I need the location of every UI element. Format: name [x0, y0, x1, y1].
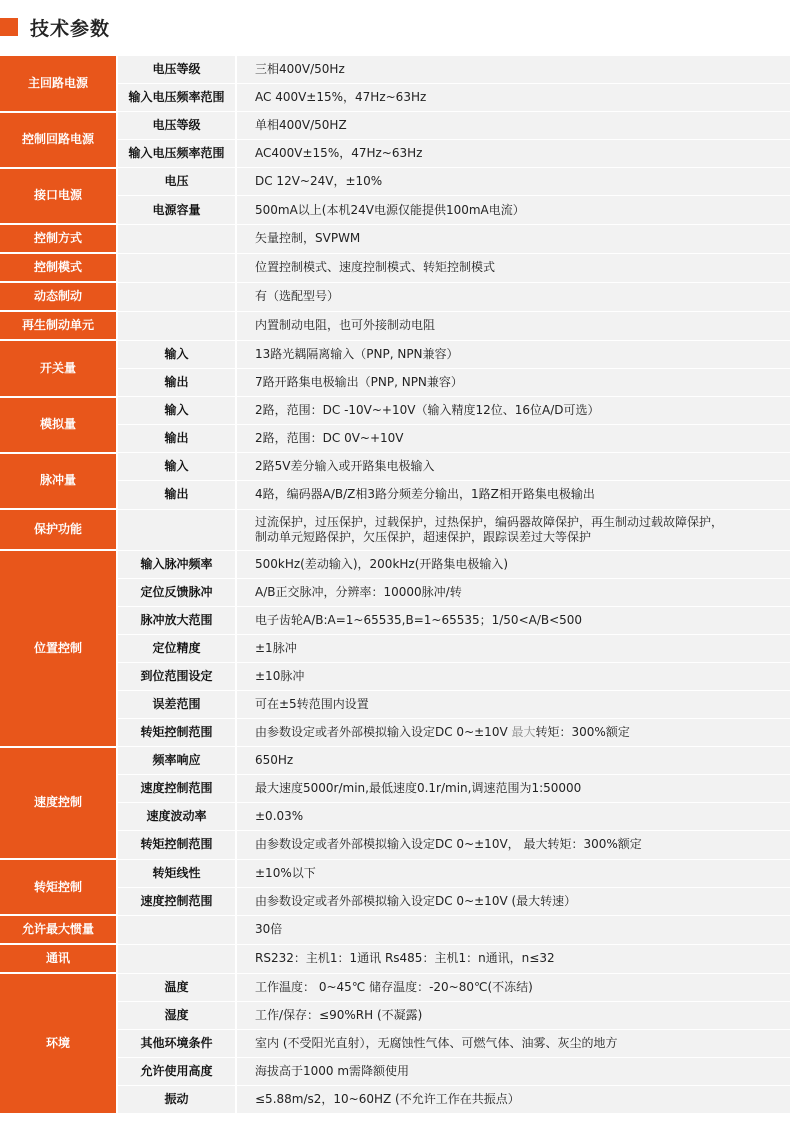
table-row — [0, 425, 790, 453]
table-row — [0, 887, 790, 915]
table-row — [0, 1002, 790, 1030]
table-row — [0, 509, 790, 550]
value-text: AC400V±15%，47Hz~63Hz — [255, 146, 423, 161]
category-cell: 允许最大惯量 — [0, 915, 117, 944]
parameter-cell — [117, 311, 236, 340]
value-text: 4路，编码器A/B/Z相3路分频差分输出，1路Z相开路集电极输出 — [255, 487, 595, 502]
category-cell: 模拟量 — [0, 397, 117, 453]
value-cell — [236, 944, 790, 973]
value-text: 有（选配型号） — [255, 289, 340, 304]
parameter-cell: 转矩控制范围 — [117, 719, 236, 747]
table-row — [0, 224, 790, 253]
table-row — [0, 915, 790, 944]
parameter-cell: 输入脉冲频率 — [117, 550, 236, 578]
category-cell: 通讯 — [0, 944, 117, 973]
value-cell — [236, 578, 790, 606]
section-header — [0, 12, 110, 42]
table-row — [0, 775, 790, 803]
value-cell — [236, 915, 790, 944]
value-cell — [236, 831, 790, 859]
parameter-cell — [117, 282, 236, 311]
parameter-cell: 转矩控制范围 — [117, 831, 236, 859]
orange-square-icon — [0, 18, 18, 36]
value-cell — [236, 973, 790, 1001]
parameter-cell: 速度控制范围 — [117, 775, 236, 803]
value-cell — [236, 887, 790, 915]
value-text: 由参数设定或者外部模拟输入设定DC 0~±10V， 最大转矩：300%额定 — [255, 837, 642, 852]
parameter-cell: 输入电压频率范围 — [117, 140, 236, 168]
category-cell: 位置控制 — [0, 550, 117, 747]
value-cell — [236, 803, 790, 831]
table-row — [0, 1030, 790, 1058]
parameter-cell: 输出 — [117, 425, 236, 453]
value-text: ±1脉冲 — [255, 640, 297, 655]
value-cell — [236, 690, 790, 718]
value-cell — [236, 634, 790, 662]
parameter-cell: 到位范围设定 — [117, 662, 236, 690]
value-text: 500mA以上(本机24V电源仅能提供100mA电流） — [255, 202, 525, 217]
table-row — [0, 747, 790, 775]
value-cell — [236, 340, 790, 368]
value-text: 由参数设定或者外部模拟输入设定DC 0~±10V (最大转速） — [255, 893, 577, 908]
value-text: 电子齿轮A/B:A=1~65535,B=1~65535；1/50<A/B<500 — [255, 612, 583, 627]
table-row — [0, 84, 790, 112]
value-cell — [236, 550, 790, 578]
table-row — [0, 944, 790, 973]
category-cell: 保护功能 — [0, 509, 117, 550]
value-text-tail: 转矩：300%额定 — [535, 725, 630, 740]
value-cell — [236, 112, 790, 140]
value-text: 可在±5转范围内设置 — [255, 697, 369, 712]
value-cell — [236, 56, 790, 84]
value-cell — [236, 84, 790, 112]
value-cell — [236, 859, 790, 887]
value-cell — [236, 509, 790, 550]
value-cell — [236, 282, 790, 311]
parameter-cell: 电源容量 — [117, 196, 236, 224]
value-text: 海拔高于1000 m需降额使用 — [255, 1064, 410, 1079]
value-text: 工作/保存：≤90%RH (不凝露) — [255, 1008, 423, 1023]
value-cell — [236, 253, 790, 282]
value-text: 2路5V差分输入或开路集电极输入 — [255, 459, 435, 474]
parameter-cell: 转矩线性 — [117, 859, 236, 887]
parameter-cell: 频率响应 — [117, 747, 236, 775]
parameter-cell: 电压等级 — [117, 56, 236, 84]
table-row — [0, 634, 790, 662]
table-row — [0, 550, 790, 578]
value-cell — [236, 369, 790, 397]
spec-table — [0, 56, 790, 1115]
value-text: 室内 (不受阳光直射），无腐蚀性气体、可燃气体、油雾、灰尘的地方 — [255, 1036, 618, 1051]
value-cell — [236, 1058, 790, 1086]
table-row — [0, 690, 790, 718]
value-text: RS232：主机1：1通讯 Rs485：主机1：n通讯，n≤32 — [255, 951, 555, 966]
parameter-cell: 电压 — [117, 168, 236, 196]
value-cell — [236, 719, 790, 747]
table-row — [0, 140, 790, 168]
value-cell — [236, 1030, 790, 1058]
value-cell — [236, 168, 790, 196]
parameter-cell: 其他环境条件 — [117, 1030, 236, 1058]
table-row — [0, 311, 790, 340]
value-text: ±10脉冲 — [255, 668, 305, 683]
value-cell — [236, 481, 790, 509]
table-row — [0, 481, 790, 509]
value-text-line2: 制动单元短路保护，欠压保护，超速保护，跟踪误差过大等保护 — [255, 529, 592, 544]
table-row — [0, 112, 790, 140]
category-cell: 环境 — [0, 973, 117, 1113]
value-text-dim: 最大 — [511, 725, 536, 740]
table-row — [0, 973, 790, 1001]
parameter-cell: 定位反馈脉冲 — [117, 578, 236, 606]
value-text: A/B正交脉冲，分辨率：10000脉冲/转 — [255, 584, 462, 599]
table-row — [0, 1086, 790, 1114]
parameter-cell — [117, 509, 236, 550]
table-row — [0, 196, 790, 224]
table-row — [0, 578, 790, 606]
value-cell — [236, 747, 790, 775]
value-text: 内置制动电阻，也可外接制动电阻 — [255, 318, 436, 333]
parameter-cell: 速度波动率 — [117, 803, 236, 831]
value-cell — [236, 311, 790, 340]
value-text: 三相400V/50Hz — [255, 62, 345, 77]
value-cell — [236, 662, 790, 690]
parameter-cell: 误差范围 — [117, 690, 236, 718]
parameter-cell — [117, 944, 236, 973]
category-cell: 再生制动单元 — [0, 311, 117, 340]
value-cell — [236, 140, 790, 168]
table-row — [0, 453, 790, 481]
value-text: 650Hz — [255, 753, 294, 768]
parameter-cell: 振动 — [117, 1086, 236, 1114]
parameter-cell: 湿度 — [117, 1002, 236, 1030]
table-row — [0, 168, 790, 196]
table-row — [0, 831, 790, 859]
value-text: 30倍 — [255, 922, 283, 937]
parameter-cell: 输入 — [117, 453, 236, 481]
table-row — [0, 369, 790, 397]
value-text: 工作温度： 0~45℃ 储存温度：-20~80℃(不冻结) — [255, 979, 533, 994]
category-cell: 接口电源 — [0, 168, 117, 224]
parameter-cell: 输出 — [117, 481, 236, 509]
section-title: 技术参数 — [30, 17, 111, 40]
table-row — [0, 56, 790, 84]
value-text: 单相400V/50HZ — [255, 118, 347, 133]
table-row — [0, 282, 790, 311]
value-text: 13路光耦隔离输入（PNP, NPN兼容） — [255, 346, 459, 361]
parameter-cell: 速度控制范围 — [117, 887, 236, 915]
parameter-cell: 输出 — [117, 369, 236, 397]
category-cell: 动态制动 — [0, 282, 117, 311]
parameter-cell — [117, 915, 236, 944]
value-text: 过流保护，过压保护，过载保护，过热保护，编码器故障保护，再生制动过载故障保护， — [255, 514, 724, 529]
table-row — [0, 1058, 790, 1086]
value-cell — [236, 1002, 790, 1030]
category-cell: 速度控制 — [0, 747, 117, 859]
value-text: AC 400V±15%，47Hz~63Hz — [255, 90, 427, 105]
parameter-cell: 输入 — [117, 397, 236, 425]
value-text: 位置控制模式、速度控制模式、转矩控制模式 — [255, 260, 496, 275]
value-cell — [236, 606, 790, 634]
category-cell: 控制方式 — [0, 224, 117, 253]
table-row — [0, 859, 790, 887]
category-cell: 脉冲量 — [0, 453, 117, 509]
category-cell: 控制回路电源 — [0, 112, 117, 168]
parameter-cell: 电压等级 — [117, 112, 236, 140]
value-text: ±0.03% — [255, 809, 304, 824]
value-text: 矢量控制，SVPWM — [255, 231, 361, 246]
table-row — [0, 719, 790, 747]
parameter-cell: 定位精度 — [117, 634, 236, 662]
value-cell — [236, 397, 790, 425]
table-row — [0, 397, 790, 425]
value-cell — [236, 453, 790, 481]
value-text: 最大速度5000r/min,最低速度0.1r/min,调速范围为1:50000 — [255, 781, 582, 796]
parameter-cell: 允许使用高度 — [117, 1058, 236, 1086]
category-cell: 主回路电源 — [0, 56, 117, 112]
parameter-cell — [117, 253, 236, 282]
value-text: 2路，范围：DC 0V~+10V — [255, 431, 404, 446]
table-row — [0, 340, 790, 368]
category-cell: 转矩控制 — [0, 859, 117, 915]
category-cell: 控制模式 — [0, 253, 117, 282]
table-row — [0, 662, 790, 690]
value-text: 由参数设定或者外部模拟输入设定DC 0~±10V — [255, 725, 508, 740]
value-text: ≤5.88m/s2，10~60HZ (不允许工作在共振点） — [255, 1092, 520, 1107]
value-text: 2路，范围：DC -10V~+10V（输入精度12位、16位A/D可选） — [255, 403, 600, 418]
value-cell — [236, 1086, 790, 1114]
table-row — [0, 606, 790, 634]
parameter-cell: 输入电压频率范围 — [117, 84, 236, 112]
value-cell — [236, 224, 790, 253]
table-row — [0, 803, 790, 831]
value-text: ±10%以下 — [255, 865, 316, 880]
category-cell: 开关量 — [0, 340, 117, 396]
table-row — [0, 253, 790, 282]
parameter-cell: 输入 — [117, 340, 236, 368]
value-text: 7路开路集电极输出（PNP, NPN兼容） — [255, 375, 463, 390]
parameter-cell — [117, 224, 236, 253]
value-text: DC 12V~24V，±10% — [255, 174, 383, 189]
value-cell — [236, 775, 790, 803]
value-cell — [236, 196, 790, 224]
parameter-cell: 温度 — [117, 973, 236, 1001]
value-text: 500kHz(差动输入)，200kHz(开路集电极输入) — [255, 556, 509, 571]
parameter-cell: 脉冲放大范围 — [117, 606, 236, 634]
value-cell — [236, 425, 790, 453]
